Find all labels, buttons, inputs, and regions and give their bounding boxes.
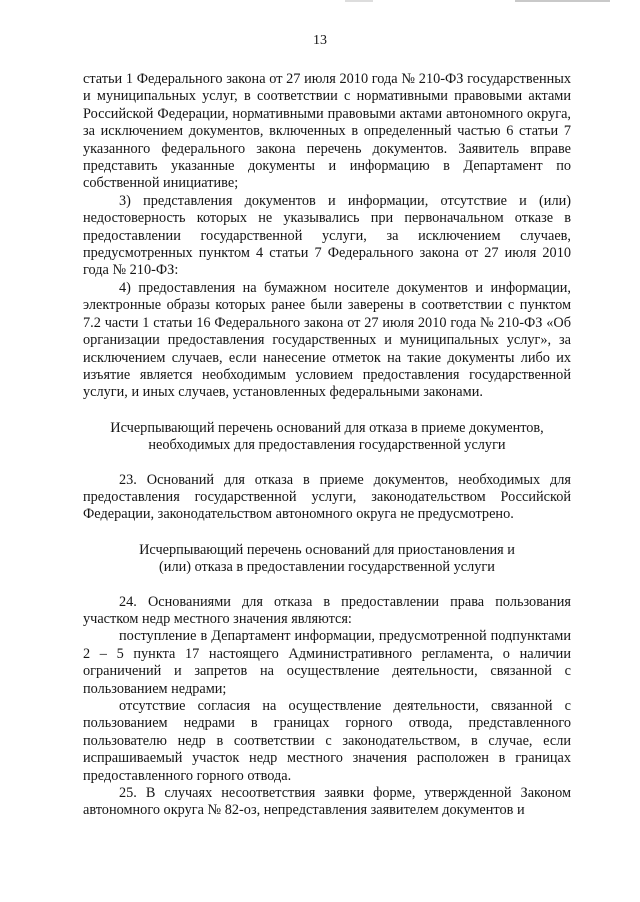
section-heading-suspension-refusal (83, 542, 571, 577)
paragraph-24: 24. Основаниями для отказа в предоставлении права пользования участком недр местного значения являются: (83, 593, 571, 627)
heading-line: Исчерпывающий перечень оснований для отказа в приеме документов, (110, 419, 544, 436)
scan-artifact (515, 0, 610, 2)
scan-artifact (345, 0, 373, 2)
paragraph-24-ground-1: поступление в Департамент информации, предусмотренной подпунктами 2 – 5 пункта 17 настоящего Административного регламента, о наличии ограничений и запретов на осуществление деятельности, связанной с пользованием недрами; (83, 628, 571, 697)
paragraph-25: 25. В случаях несоответствия заявки форме, утвержденной Законом автономного округа № 82-оз, непредставления заявителем документов и (83, 785, 571, 819)
paragraph-24-ground-2: отсутствие согласия на осуществление деятельности, связанной с пользованием недрами в границах горного отвода, представленного пользователю недр в соответствии с законодательством, в случае, если испрашиваемый участок недр местного значения расположен в границах предоставленного горного отвода. (83, 698, 571, 784)
heading-line: (или) отказа в предоставлении государственной услуги (159, 559, 495, 576)
heading-line: Исчерпывающий перечень оснований для приостановления и (139, 541, 515, 558)
document-body (83, 71, 571, 820)
page-number: 13 (313, 33, 327, 48)
paragraph-item-3: 3) представления документов и информации, отсутствие и (или) недостоверность которых не указывались при первоначальном отказе в предоставлении государственной услуги, за исключением случаев, предусмотренных пунктом 4 статьи 7 Федерального закона от 27 июля 2010 года № 210-ФЗ: (83, 192, 571, 279)
paragraph-continuation: статьи 1 Федерального закона от 27 июля 2010 года № 210-ФЗ государственных и муниципальных услуг, в соответствии с нормативными правовыми актами Российской Федерации, нормативными правовыми актами автономного округа, за исключением документов, включенных в определенный частью 6 статьи 7 указанного федерального закона перечень документов. Заявитель вправе представить указанные документы и информацию в Департамент по собственной инициативе; (83, 71, 571, 192)
paragraph-item-4: 4) предоставления на бумажном носителе документов и информации, электронные образы которых ранее были заверены в соответствии с пунктом 7.2 части 1 статьи 16 Федерального закона от 27 июля 2010 года № 210-ФЗ «Об организации предоставления государственных и муниципальных услуг», за исключением случаев, если нанесение отметок на такие документы либо их изъятие является необходимым условием предоставления государственной услуги, и иных случаев, установленных федеральными законами. (83, 279, 571, 401)
heading-line: необходимых для предоставления государственной услуги (148, 437, 506, 454)
paragraph-23: 23. Оснований для отказа в приеме документов, необходимых для предоставления государственной услуги, законодательством Российской Федерации, законодательством автономного округа не предусмотрено. (83, 471, 571, 523)
section-heading-refusal-documents (83, 420, 571, 455)
